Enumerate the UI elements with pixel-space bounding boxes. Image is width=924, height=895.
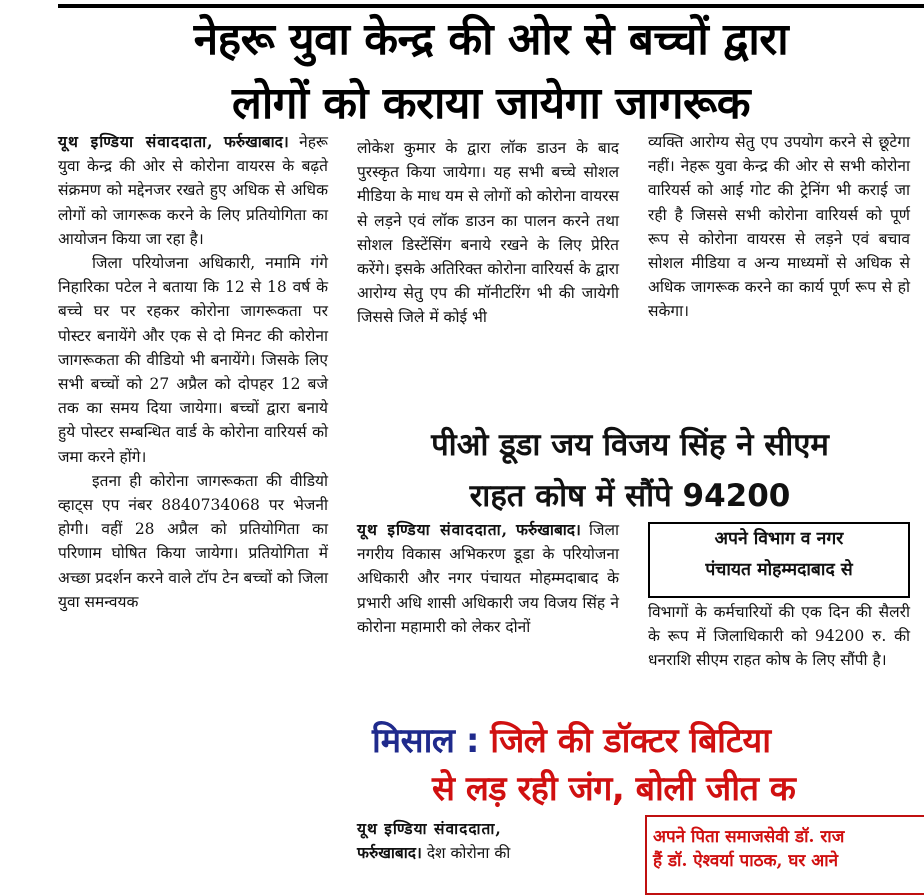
dateline: फर्रुखाबाद।: [516, 520, 581, 539]
paragraph: व्यक्ति आरोग्य सेतु एप उपयोग करने से छूटेगा नहीं। नेहरू युवा केन्द्र की ओर से सभी कोरोना वारियर्स को आई गोट की ट्रेनिंग भी कराई जा रही है जिससे सभी कोरोना वारियर्स को पूर्ण रूप से कोरोना वायरस से लड़ने एवं बचाव सोशल मीडिया व अन्य माध्यमों से अधिक से अधिक जागरूक करने का कार्य पूर्ण रूप से हो सकेगा।: [648, 133, 910, 321]
paragraph: इतना ही कोरोना जागरूकता की वीडियो व्हाट्स एप नंबर 8840734068 पर भेजनी होगी। वहीं 28 अप्रैल को प्रतियोगिता का परिणाम घोषित किया जायेगा। प्रतियोगिता में अच्छा प्रदर्शन करने वाले टॉप टेन बच्चों को जिला युवा समन्वयक: [58, 471, 328, 611]
paragraph: विभागों के कर्मचारियों की एक दिन की सैलरी के रूप में जिलाधिकारी को 94200 रु. की धनराशि सीएम राहत कोष के लिए सौंपी है।: [648, 603, 910, 670]
paragraph: लोकेश कुमार के द्वारा लॉक डाउन के बाद पुरस्कृत किया जायेगा। यह सभी बच्चे सोशल मीडिया के माध यम से लोगों को कोरोना वायरस से लड़ने एवं लॉक डाउन का पालन करने तथा सोशल डिस्टेंसिंग बनाये रखने के लिए प्रेरित करेंगे। इसके अतिरिक्त कोरोना वारियर्स के द्वारा आरोग्य सेतु एप की मॉनीटरिंग भी की जायेगी जिससे जिले में कोई भी: [357, 139, 619, 327]
story2-column1: [357, 518, 619, 639]
byline: यूथ इण्डिया संवाददाता,: [58, 132, 214, 151]
main-headline-line1: नेहरू युवा केन्द्र की ओर से बच्चों द्वारा: [193, 14, 789, 65]
dateline: फर्रुखाबाद।: [357, 843, 422, 863]
paragraph: जिला परियोजना अधिकारी, नमामि गंगे निहारिका पटेल ने बताया कि 12 से 18 वर्ष के बच्चे घर पर रहकर कोरोना जागरूकता पर पोस्टर बनायेंगे और एक से दो मिनट की कोरोना जागरूकता की वीडियो भी बनायेंगे। जिसके लिए सभी बच्चों को 27 अप्रैल को दोपहर 12 बजे तक का समय दिया जायेगा। बच्चों द्वारा बनाये हुये पोस्टर सम्बन्धित वार्ड के कोरोना वारियर्स को जमा करने होंगे।: [58, 254, 328, 466]
story2-column2: [648, 600, 910, 673]
highlight-line: पंचायत मोहम्मदाबाद से: [705, 560, 853, 580]
paragraph: जिला नगरीय विकास अभिकरण डूडा के परियोजना अधिकारी और नगर पंचायत मोहम्मदाबाद के प्रभारी अधि शासी अधिकारी जय विजय सिंह ने कोरोना महामारी को लेकर दोनों: [357, 521, 619, 636]
story2-headline-line2: राहत कोष में सौंपे 94200: [469, 478, 791, 514]
story2-highlight-box: [648, 522, 910, 598]
story3-column1: [357, 817, 619, 865]
highlight-line: अपने पिता समाजसेवी डॉ. राज: [653, 827, 845, 847]
story3-headline-line1: [372, 716, 771, 762]
story3-headline-line2: से लड़ रही जंग, बोली जीत क: [432, 769, 796, 809]
main-headline-line2: लोगों को कराया जायेगा जागरूक: [232, 78, 750, 129]
byline: यूथ इण्डिया संवाददाता,: [357, 520, 508, 539]
story1-column1: [58, 130, 328, 614]
headline-prefix: मिसाल :: [372, 721, 479, 761]
headline-text: जिले की डॉक्टर बिटिया: [490, 721, 771, 761]
story1-column3: [648, 130, 910, 324]
paragraph: नेहरू युवा केन्द्र की ओर से कोरोना वायरस के बढ़ते संक्रमण को मद्देनजर रखते हुए अधिक से अधिक लोगों को जागरूक करने के लिए प्रतियोगिता का आयोजन किया जा रहा है।: [58, 133, 328, 248]
byline: यूथ इण्डिया संवाददाता,: [357, 819, 502, 838]
highlight-line: हैं डॉ. ऐश्वर्या पाठक, घर आने: [653, 851, 839, 871]
paragraph: देश कोरोना की: [426, 844, 511, 863]
story2-headline-line1: पीओ डूडा जय विजय सिंह ने सीएम: [431, 427, 829, 463]
story3-highlight-box: [645, 815, 924, 895]
story1-column2: [357, 136, 619, 330]
highlight-line: अपने विभाग व नगर: [714, 529, 844, 549]
dateline: फर्रुखाबाद।: [223, 132, 289, 151]
top-rule: [58, 4, 924, 8]
